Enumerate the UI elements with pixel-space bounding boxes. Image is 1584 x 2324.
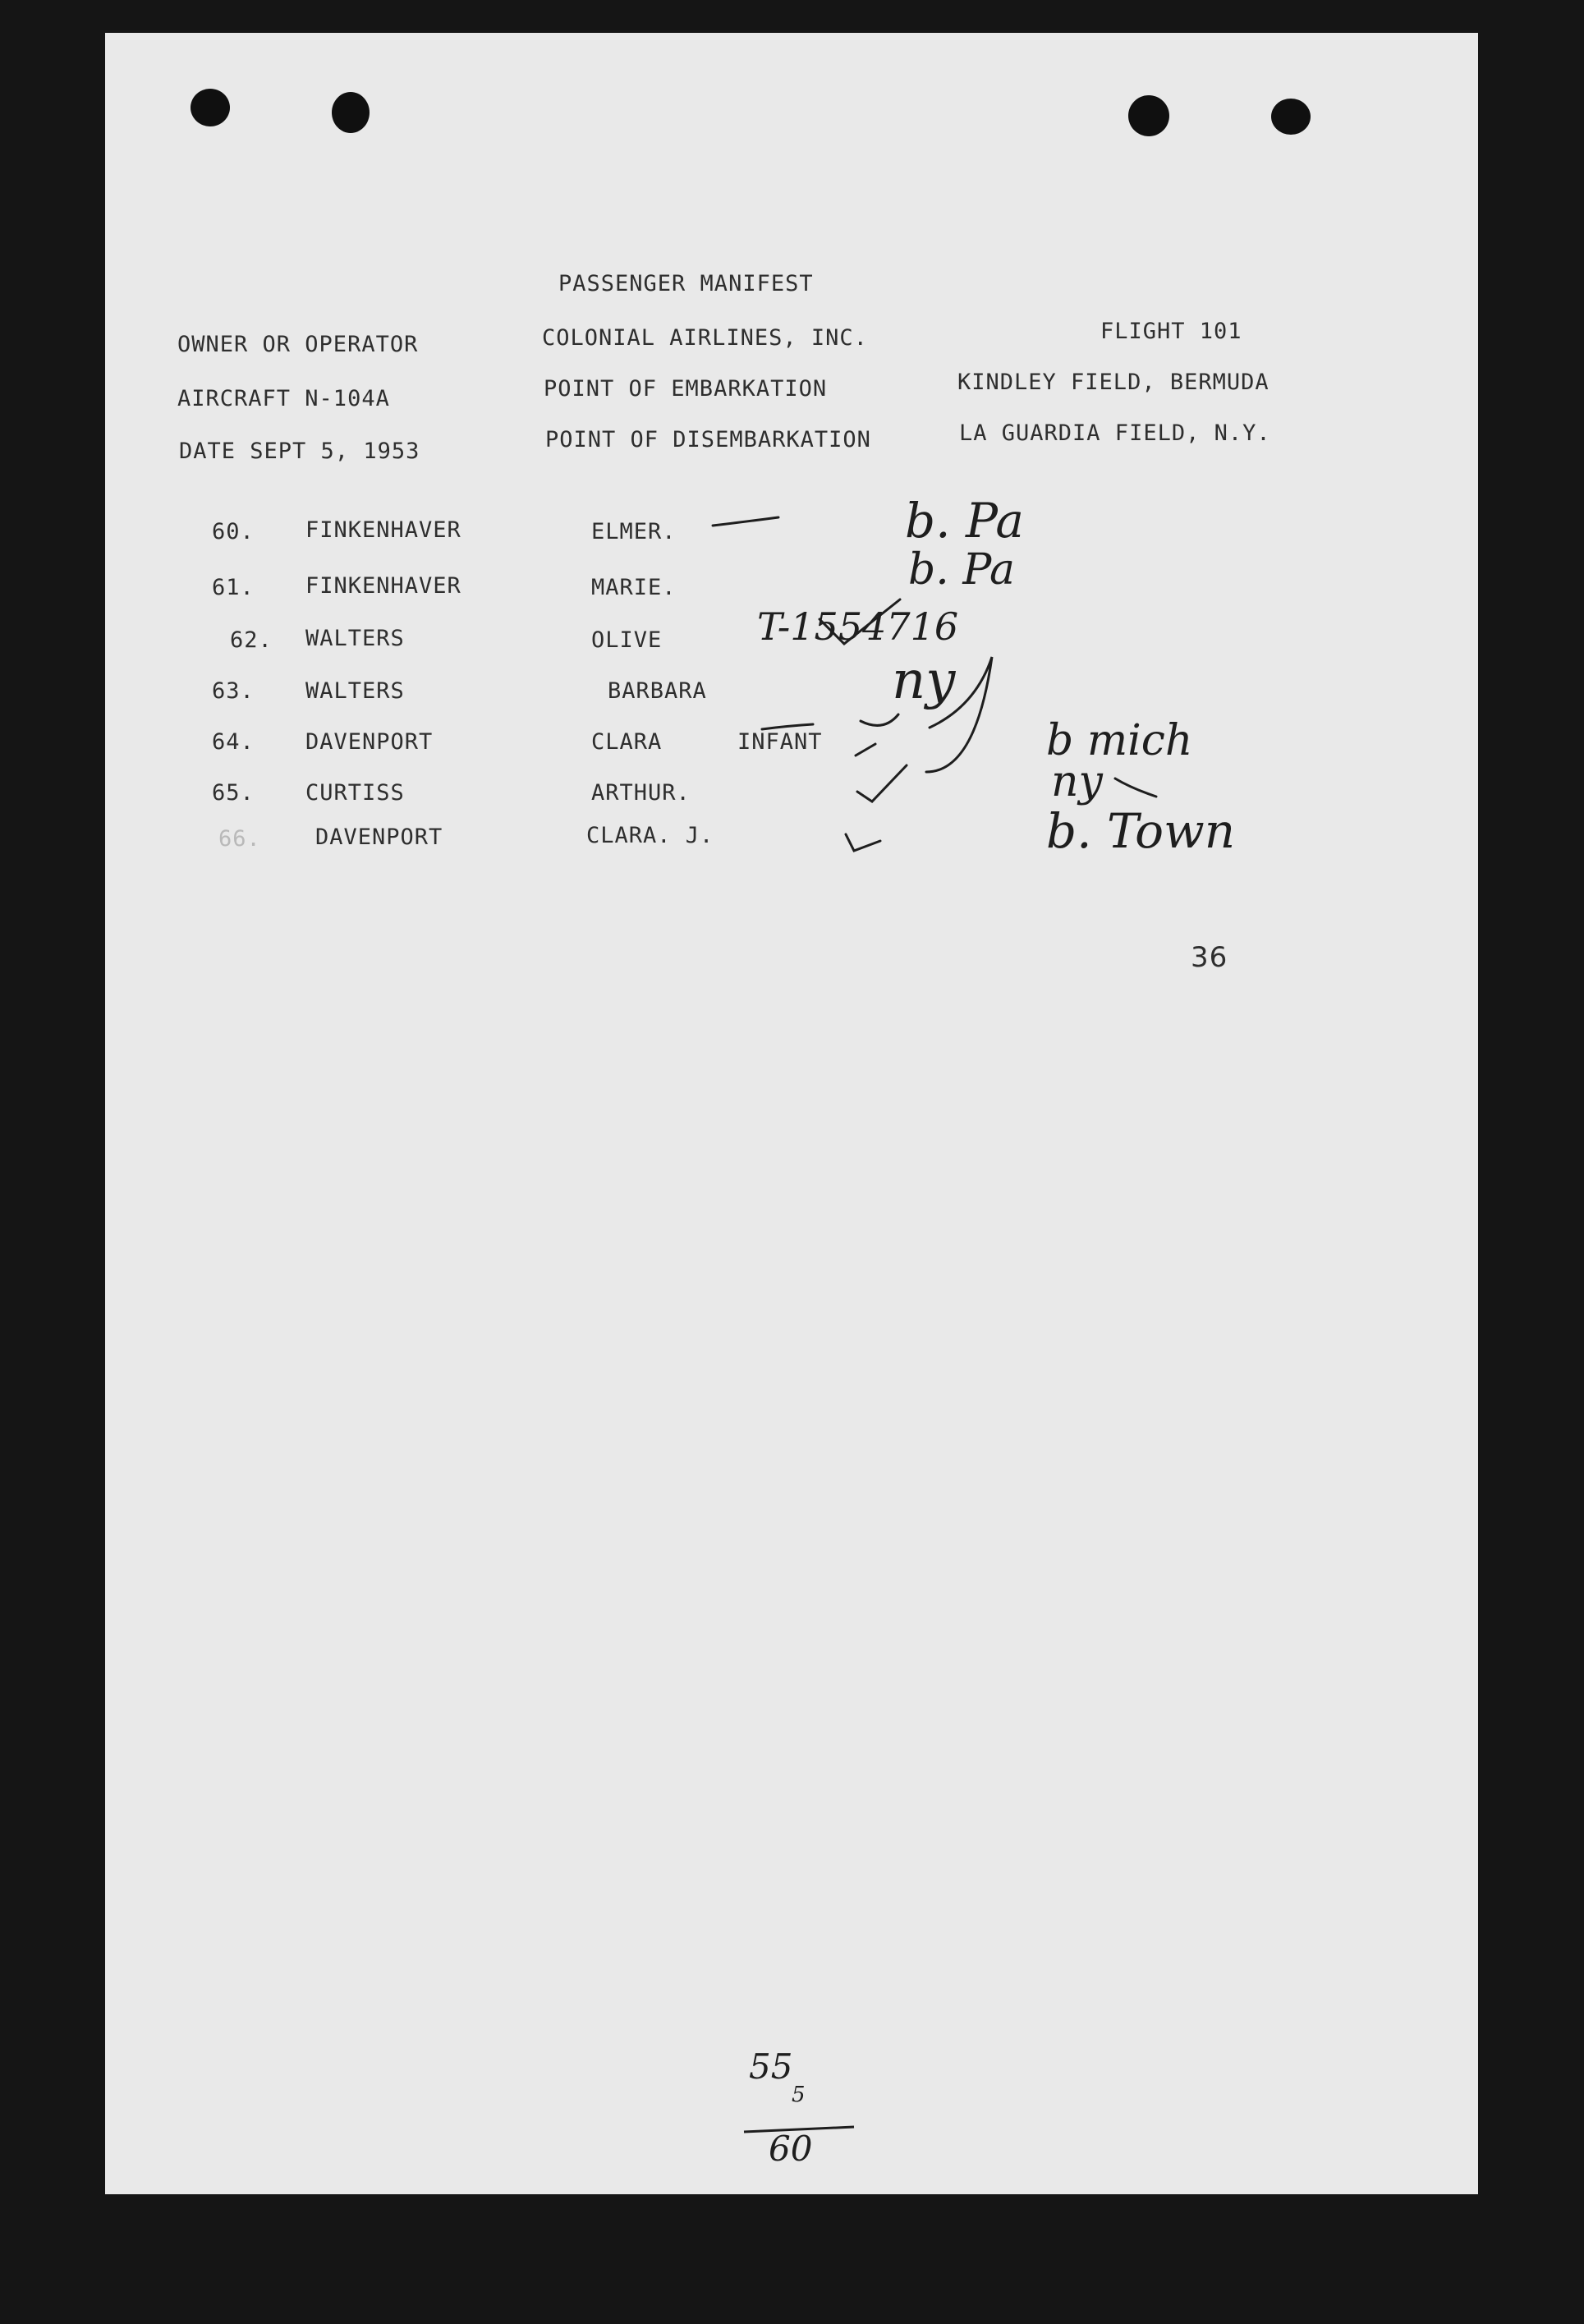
embark-value: KINDLEY FIELD, BERMUDA: [957, 370, 1269, 395]
row-num: 61.: [212, 575, 255, 600]
row-surname: DAVENPORT: [315, 824, 443, 850]
aircraft: AIRCRAFT N-104A: [177, 386, 390, 411]
handwritten-ny-2: ny: [1051, 757, 1103, 806]
embark-label: POINT OF EMBARKATION: [544, 376, 828, 402]
row-num: 62.: [230, 627, 273, 653]
handwritten-ny-1: ny: [892, 650, 956, 711]
handwritten-fraction-bottom: 60: [769, 2129, 813, 2169]
row-given: MARIE.: [591, 575, 677, 600]
handwritten-born-mich: b mich: [1046, 716, 1193, 765]
handwritten-marks: [105, 33, 1478, 1018]
row-given: ARTHUR.: [591, 780, 691, 806]
row-num: 66.: [218, 826, 261, 852]
row-surname: DAVENPORT: [305, 729, 434, 755]
manifest-page: [105, 33, 1478, 2194]
date: DATE SEPT 5, 1953: [179, 439, 420, 464]
row-num: 63.: [212, 678, 255, 704]
row-num: 60.: [212, 519, 255, 544]
row-surname: FINKENHAVER: [305, 517, 461, 543]
row-num: 65.: [212, 780, 255, 806]
handwritten-born-pa-1: b. Pa: [905, 493, 1024, 549]
handwritten-fraction-top: 55: [749, 2046, 793, 2087]
page-number: 36: [1191, 941, 1228, 974]
row-given: CLARA: [591, 729, 663, 755]
row-given: CLARA. J.: [586, 823, 714, 848]
row-surname: FINKENHAVER: [305, 573, 461, 599]
disembark-label: POINT OF DISEMBARKATION: [545, 427, 871, 452]
flight-number: FLIGHT 101: [1100, 319, 1242, 344]
handwritten-born-pa-2: b. Pa: [908, 545, 1015, 595]
row-surname: CURTISS: [305, 780, 405, 806]
row-given: OLIVE: [591, 627, 663, 653]
handwritten-born-town: b. Town: [1046, 803, 1236, 859]
handwritten-fraction-mid: 5: [792, 2083, 806, 2107]
row-surname: WALTERS: [305, 626, 405, 651]
row-num: 64.: [212, 729, 255, 755]
row-given: ELMER.: [591, 519, 677, 544]
manifest-title: PASSENGER MANIFEST: [558, 271, 814, 296]
row-surname: WALTERS: [305, 678, 405, 704]
row-note-infant: INFANT: [737, 729, 823, 755]
owner-label: OWNER OR OPERATOR: [177, 332, 419, 357]
row-given: BARBARA: [608, 678, 707, 704]
disembark-value: LA GUARDIA FIELD, N.Y.: [959, 420, 1271, 446]
owner-value: COLONIAL AIRLINES, INC.: [542, 325, 868, 351]
handwritten-cert-number: T-1554716: [757, 604, 959, 649]
